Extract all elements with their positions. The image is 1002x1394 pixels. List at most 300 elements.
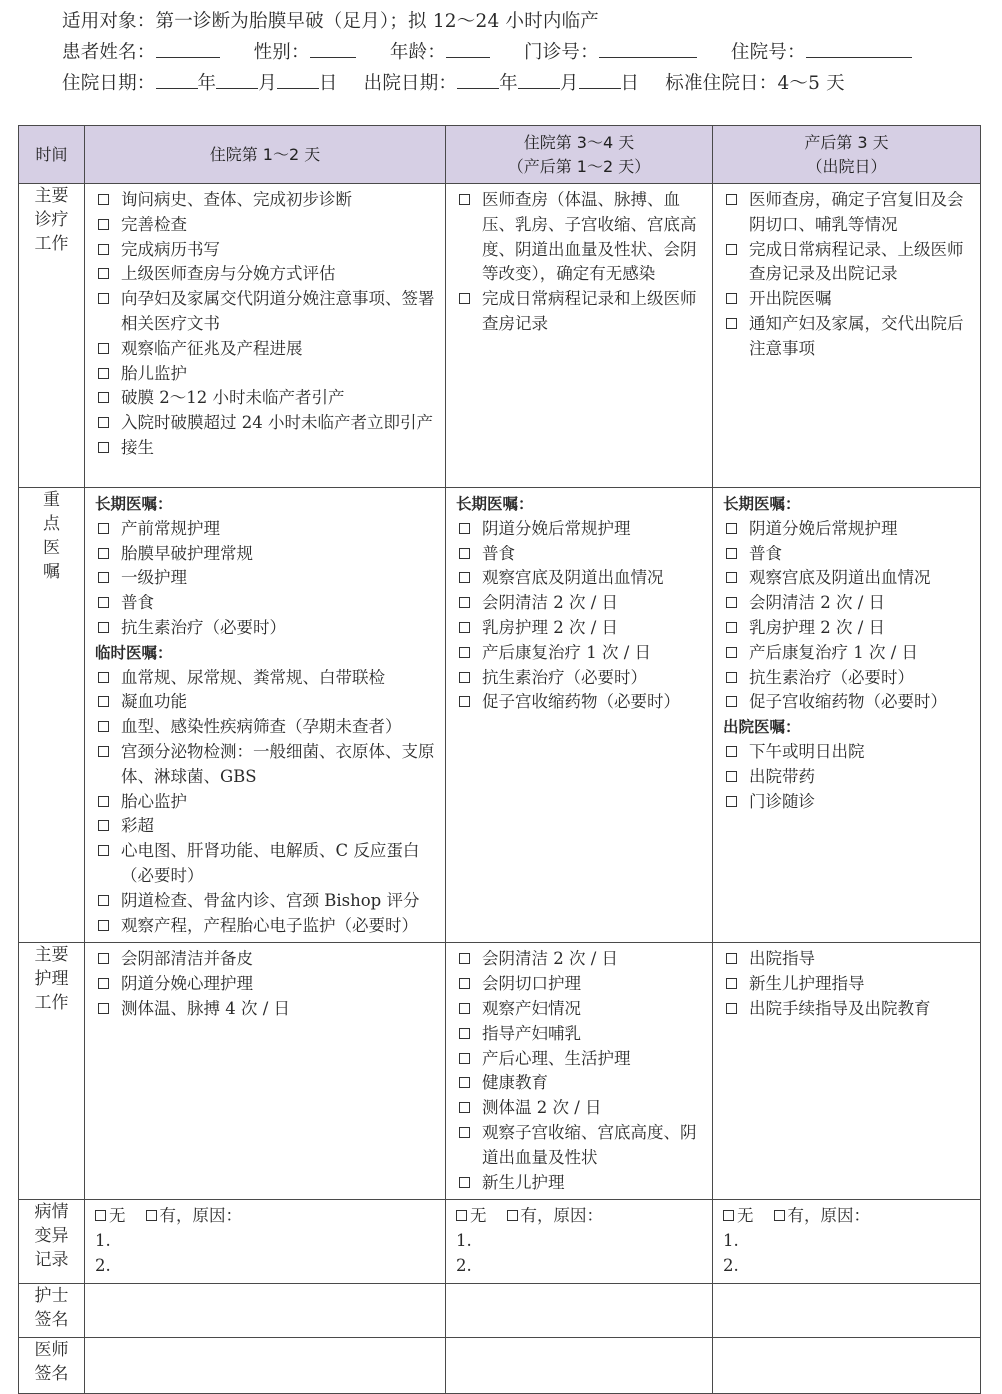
checkbox[interactable] — [459, 572, 470, 583]
checklist-item — [95, 591, 439, 616]
checklist-item — [456, 972, 706, 997]
checklist-item-text: 测体温、脉搏 4 次 / 日 — [121, 998, 291, 1018]
day-label: 日 — [318, 73, 338, 94]
long-term-orders-label: 长期医嘱： — [723, 495, 801, 513]
checkbox[interactable] — [723, 1210, 734, 1221]
variation-reason-1[interactable]: 1. — [95, 1231, 111, 1251]
row-label-line: 签名 — [34, 1363, 69, 1384]
checklist-item-text: 阴道分娩后常规护理 — [749, 518, 898, 538]
main-nursing-row — [19, 943, 981, 1200]
checklist-item-text: 凝血功能 — [121, 692, 187, 712]
checkbox[interactable] — [459, 1053, 470, 1064]
row-label-line: 重 — [43, 490, 60, 510]
checklist-item-text: 完成日常病程记录和上级医师查房记录 — [482, 289, 697, 333]
checklist-item-text: 指导产妇哺乳 — [482, 1023, 581, 1043]
checkbox[interactable] — [459, 597, 470, 608]
patient-info-line — [62, 37, 982, 68]
variation-none-option-text: 无 — [470, 1206, 487, 1226]
checklist-item — [95, 287, 439, 337]
checklist-item — [456, 1071, 706, 1096]
checkbox[interactable] — [98, 845, 109, 856]
variation-reason-2[interactable]: 2. — [723, 1255, 739, 1275]
checklist-item — [456, 616, 706, 641]
checklist-item-text: 入院时破膜超过 24 小时未临产者立即引产 — [121, 413, 433, 433]
checklist-item-text: 健康教育 — [482, 1073, 548, 1093]
checklist-item — [95, 947, 439, 972]
checkbox[interactable] — [459, 523, 470, 534]
checkbox[interactable] — [726, 672, 737, 683]
checklist-item-text: 胎儿监护 — [121, 363, 187, 383]
checklist-item-text: 接生 — [121, 437, 154, 457]
checklist-item — [95, 740, 439, 790]
checkbox[interactable] — [726, 978, 737, 989]
main-treatment-row — [19, 184, 981, 488]
year-label: 年 — [197, 73, 217, 94]
discharge-month-blank[interactable] — [518, 68, 560, 89]
checklist-item-text: 乳房护理 2 次 / 日 — [482, 617, 619, 637]
clinic-no-blank[interactable] — [599, 37, 697, 58]
row-label-line: 病情 — [34, 1202, 69, 1223]
checklist-item — [456, 641, 706, 666]
long-term-orders-list — [456, 517, 706, 715]
checkbox[interactable] — [98, 417, 109, 428]
checklist-item-text: 产后康复治疗 1 次 / 日 — [482, 642, 652, 662]
checklist-item — [723, 517, 974, 542]
checklist-item — [456, 1121, 706, 1171]
checkbox[interactable] — [459, 696, 470, 707]
checklist-item-text: 会阴清洁 2 次 / 日 — [482, 949, 619, 969]
checkbox[interactable] — [98, 953, 109, 964]
checklist-item — [95, 666, 439, 691]
row-label-line: 嘱 — [43, 562, 60, 582]
doctor-sign-row — [19, 1337, 981, 1393]
checklist-item — [723, 790, 974, 815]
checkbox[interactable] — [459, 1177, 470, 1188]
variation-day1-2 — [85, 1200, 446, 1283]
checklist-item — [95, 690, 439, 715]
checklist-item-text: 开出院医嘱 — [749, 289, 832, 309]
variation-options — [95, 1204, 439, 1229]
checklist-item-text: 促子宫收缩药物（必要时） — [482, 692, 680, 712]
checklist-item-text: 出院带药 — [749, 766, 815, 786]
checklist-item-text: 产后心理、生活护理 — [482, 1048, 631, 1068]
checklist-item — [456, 1171, 706, 1196]
checkbox[interactable] — [726, 622, 737, 633]
checkbox[interactable] — [726, 746, 737, 757]
row-label-line: 医师 — [34, 1339, 69, 1360]
patient-name-field[interactable]: 患者姓名： — [62, 37, 220, 68]
checklist-item — [95, 616, 439, 641]
checklist-item — [456, 188, 706, 287]
row-label-line: 护士 — [34, 1285, 69, 1306]
admit-year-blank[interactable] — [156, 68, 198, 89]
checklist-item-text: 会阴切口护理 — [482, 974, 581, 994]
checklist-item — [723, 997, 974, 1022]
checkbox[interactable] — [459, 953, 470, 964]
postpartum-day3-header: 产后第 3 天 （出院日） — [713, 126, 981, 184]
variation-none-option-text: 无 — [109, 1206, 126, 1226]
variation-reason-1[interactable]: 1. — [723, 1231, 739, 1251]
gender-blank[interactable] — [310, 37, 356, 58]
row-label-line: 护理 — [34, 969, 69, 990]
checklist-item — [723, 641, 974, 666]
checklist-item — [456, 666, 706, 691]
standard-stay: 标准住院日：4～5 天 — [665, 73, 845, 94]
variation-none-option[interactable] — [95, 1206, 126, 1225]
checklist-item-text: 血常规、尿常规、粪常规、白带联检 — [121, 667, 385, 687]
checkbox[interactable] — [726, 953, 737, 964]
main-nursing-label — [19, 943, 85, 1200]
checklist-item-text: 医师查房，确定子宫复旧及会阴切口、哺乳等情况 — [749, 190, 964, 234]
checklist-item — [95, 914, 439, 939]
checklist-item-text: 上级医师查房与分娩方式评估 — [121, 264, 336, 284]
main-treatment-day1-2 — [85, 184, 446, 488]
variation-reason-2[interactable]: 2. — [456, 1255, 472, 1275]
key-orders-day1-2 — [85, 488, 446, 943]
doctor-sign-day1-2[interactable] — [85, 1337, 446, 1393]
checklist-item-text: 胎心监护 — [121, 791, 187, 811]
applicable-subject: 适用对象：第一诊断为胎膜早破（足月）；拟 12～24 小时内临产 — [62, 11, 599, 32]
variation-options — [723, 1204, 974, 1229]
key-orders-row — [19, 488, 981, 943]
checkbox[interactable] — [726, 523, 737, 534]
nurse-sign-discharge-day[interactable] — [713, 1283, 981, 1337]
checklist-item-text: 会阴部清洁并备皮 — [121, 949, 253, 969]
variation-none-option-text: 无 — [737, 1206, 754, 1226]
main-treatment-day3-4 — [446, 184, 713, 488]
checkbox[interactable] — [726, 548, 737, 559]
checklist-item-text: 观察宫底及阴道出血情况 — [749, 568, 931, 588]
checklist-item-text: 产前常规护理 — [121, 518, 220, 538]
nurse-sign-label — [19, 1283, 85, 1337]
checkbox[interactable] — [98, 796, 109, 807]
checkbox[interactable] — [726, 771, 737, 782]
checkbox[interactable] — [726, 647, 737, 658]
checklist-item-text: 一级护理 — [121, 568, 187, 588]
month-label: 月 — [258, 73, 277, 94]
checkbox[interactable] — [98, 820, 109, 831]
checklist-item-text: 医师查房（体温、脉搏、血压、乳房、子宫收缩、宫底高度、阴道出血量及性状、会阴等改变），确定有无感染 — [482, 190, 697, 284]
checklist-item-text: 宫颈分泌物检测：一般细菌、衣原体、支原体、淋球菌、GBS — [121, 741, 435, 786]
checklist-item — [723, 666, 974, 691]
admit-month-blank[interactable] — [216, 68, 258, 89]
variation-yes-option-text: 有，原因： — [159, 1206, 242, 1226]
clinical-pathway-table — [18, 125, 981, 1394]
checklist-item-text: 下午或明日出院 — [749, 741, 865, 761]
temporary-orders-list — [95, 666, 439, 939]
variation-yes-option[interactable] — [774, 1206, 871, 1225]
checklist-item — [95, 262, 439, 287]
checkbox[interactable] — [459, 1028, 470, 1039]
checklist-item — [723, 740, 974, 765]
gender-field[interactable]: 性别： — [254, 37, 356, 68]
checklist-item — [95, 997, 439, 1022]
checkbox[interactable] — [459, 647, 470, 658]
checklist-item-text: 出院指导 — [749, 949, 815, 969]
checklist-item-text: 彩超 — [121, 816, 154, 836]
row-label-line: 主要 — [34, 945, 69, 966]
checklist-item — [95, 517, 439, 542]
checkbox[interactable] — [98, 1003, 109, 1014]
checklist-item-text: 出院手续指导及出院教育 — [749, 998, 931, 1018]
checklist-item — [95, 436, 439, 461]
variation-options — [456, 1204, 706, 1229]
checklist-item — [95, 839, 439, 889]
checklist-item — [456, 1022, 706, 1047]
checkbox[interactable] — [459, 672, 470, 683]
variation-none-option[interactable] — [456, 1206, 487, 1225]
main-nursing-discharge-day — [713, 943, 981, 1200]
checklist-item — [95, 889, 439, 914]
checklist-item — [723, 238, 974, 288]
checklist-item — [723, 947, 974, 972]
discharge-orders-list — [723, 740, 974, 814]
checkbox[interactable] — [507, 1210, 518, 1221]
long-term-orders-list — [723, 517, 974, 715]
checklist-item — [95, 238, 439, 263]
form-header — [62, 6, 982, 99]
checklist-item — [723, 566, 974, 591]
checklist-item-text: 阴道分娩心理护理 — [121, 974, 253, 994]
checkbox[interactable] — [98, 523, 109, 534]
variation-label — [19, 1200, 85, 1283]
checklist-item — [456, 1047, 706, 1072]
nurse-sign-day1-2[interactable] — [85, 1283, 446, 1337]
row-label-line: 工作 — [34, 234, 69, 254]
checkbox[interactable] — [726, 244, 737, 255]
checklist-item-text: 抗生素治疗（必要时） — [482, 667, 647, 687]
long-term-orders-label: 长期医嘱： — [456, 495, 534, 513]
checklist-item-text: 乳房护理 2 次 / 日 — [749, 617, 886, 637]
checkbox[interactable] — [726, 318, 737, 329]
checklist-item — [723, 616, 974, 641]
checklist-item-text: 新生儿护理 — [482, 1172, 565, 1192]
checklist-item — [723, 591, 974, 616]
checklist-item — [456, 1096, 706, 1121]
checklist-item-text: 阴道分娩后常规护理 — [482, 518, 631, 538]
checklist-item — [95, 566, 439, 591]
main-treatment-discharge-day — [713, 184, 981, 488]
checklist-item — [723, 765, 974, 790]
checkbox[interactable] — [98, 368, 109, 379]
checkbox[interactable] — [459, 1003, 470, 1014]
checkbox[interactable] — [98, 672, 109, 683]
row-label-line: 变异 — [34, 1226, 69, 1247]
checkbox[interactable] — [98, 293, 109, 304]
discharge-date-label: 出院日期： — [363, 73, 458, 94]
checklist-item — [95, 362, 439, 387]
checklist-item — [95, 814, 439, 839]
checklist-item-text: 血型、感染性疾病筛查（孕期未查者） — [121, 717, 402, 737]
day-label: 日 — [620, 73, 640, 94]
checkbox[interactable] — [98, 268, 109, 279]
checkbox[interactable] — [726, 696, 737, 707]
checklist-item — [723, 287, 974, 312]
checkbox[interactable] — [98, 392, 109, 403]
main-nursing-day3-4 — [446, 943, 713, 1200]
checklist-item — [95, 542, 439, 567]
checklist-item-text: 会阴清洁 2 次 / 日 — [482, 593, 619, 613]
checklist-item — [723, 312, 974, 362]
checklist-item-text: 普食 — [749, 543, 782, 563]
checkbox[interactable] — [459, 1077, 470, 1088]
checkbox[interactable] — [98, 572, 109, 583]
checklist-item-text: 观察宫底及阴道出血情况 — [482, 568, 664, 588]
admit-date-label: 住院日期： — [62, 73, 156, 94]
checkbox[interactable] — [98, 978, 109, 989]
checklist-item — [723, 690, 974, 715]
key-orders-discharge-day — [713, 488, 981, 943]
checkbox[interactable] — [146, 1210, 157, 1221]
checkbox[interactable] — [459, 293, 470, 304]
variation-day3-4 — [446, 1200, 713, 1283]
clinic-no-field[interactable]: 门诊号： — [524, 37, 697, 68]
row-label-line: 点 — [43, 514, 60, 534]
time-header: 时间 — [19, 126, 85, 184]
checklist-item — [456, 517, 706, 542]
checkbox[interactable] — [726, 597, 737, 608]
checkbox[interactable] — [98, 746, 109, 757]
key-orders-label — [19, 488, 85, 943]
checklist-item — [456, 690, 706, 715]
checkbox[interactable] — [726, 1003, 737, 1014]
checklist-item-text: 心电图、肝肾功能、电解质、C 反应蛋白（必要时） — [121, 841, 420, 885]
checkbox[interactable] — [456, 1210, 467, 1221]
checklist-item-text: 胎膜早破护理常规 — [121, 543, 253, 563]
key-orders-day3-4 — [446, 488, 713, 943]
checklist-item — [95, 972, 439, 997]
row-label-line: 诊疗 — [34, 210, 69, 230]
checklist-item — [456, 542, 706, 567]
checklist-item-text: 抗生素治疗（必要时） — [121, 617, 286, 637]
variation-yes-option[interactable] — [507, 1206, 604, 1225]
inpatient-no-blank[interactable] — [806, 37, 912, 58]
checkbox[interactable] — [98, 194, 109, 205]
checkbox[interactable] — [98, 548, 109, 559]
checklist-item — [95, 386, 439, 411]
checklist-item — [95, 790, 439, 815]
checklist-item-text: 向孕妇及家属交代阴道分娩注意事项、签署相关医疗文书 — [121, 289, 435, 333]
long-term-orders-label: 长期医嘱： — [95, 495, 173, 513]
checklist-item-text: 询问病史、查体、完成初步诊断 — [121, 190, 352, 209]
checklist-item-text: 普食 — [121, 593, 154, 613]
checkbox[interactable] — [459, 978, 470, 989]
checklist-item — [95, 411, 439, 436]
checklist-item-text: 门诊随诊 — [749, 791, 815, 811]
checkbox[interactable] — [459, 194, 470, 205]
discharge-orders-label: 出院医嘱： — [723, 718, 801, 737]
checkbox[interactable] — [459, 1102, 470, 1113]
checkbox[interactable] — [98, 895, 109, 906]
doctor-sign-day3-4[interactable] — [446, 1337, 713, 1393]
checklist-item — [723, 542, 974, 567]
checklist-item-text: 会阴清洁 2 次 / 日 — [749, 593, 886, 613]
checklist-item-text: 测体温 2 次 / 日 — [482, 1098, 602, 1118]
checkbox[interactable] — [459, 1127, 470, 1138]
checklist-item-text: 观察子宫收缩、宫底高度、阴道出血量及性状 — [482, 1122, 697, 1167]
variation-yes-option-text: 有，原因： — [520, 1206, 603, 1226]
checkbox[interactable] — [98, 244, 109, 255]
checklist-item-text: 普食 — [482, 543, 515, 563]
checkbox[interactable] — [98, 597, 109, 608]
nurse-sign-day3-4[interactable] — [446, 1283, 713, 1337]
temporary-orders-label: 临时医嘱： — [95, 643, 173, 662]
checkbox[interactable] — [726, 293, 737, 304]
checklist-item-text: 完成日常病程记录、上级医师查房记录及出院记录 — [749, 239, 964, 284]
variation-reason-1[interactable]: 1. — [456, 1231, 472, 1251]
checklist-item — [456, 997, 706, 1022]
checklist-item-text: 观察临产征兆及产程进展 — [121, 338, 303, 358]
checklist-item-text: 破膜 2～12 小时未临产者引产 — [121, 388, 345, 408]
checklist-item-text: 阴道检查、骨盆内诊、宫颈 Bishop 评分 — [121, 890, 420, 910]
age-field[interactable]: 年龄： — [390, 37, 490, 68]
checkbox[interactable] — [98, 343, 109, 354]
checkbox[interactable] — [95, 1210, 106, 1221]
row-label-line: 医 — [43, 538, 60, 558]
checkbox[interactable] — [98, 721, 109, 732]
inpatient-no-field[interactable]: 住院号： — [731, 37, 912, 68]
doctor-sign-discharge-day[interactable] — [713, 1337, 981, 1393]
variation-row — [19, 1200, 981, 1283]
patient-name-blank[interactable] — [156, 37, 220, 58]
day3-4-header: 住院第 3～4 天 （产后第 1～2 天） — [446, 126, 713, 184]
checkbox[interactable] — [774, 1210, 785, 1221]
checkbox[interactable] — [459, 548, 470, 559]
month-label: 月 — [559, 73, 579, 94]
checkbox[interactable] — [726, 796, 737, 807]
checkbox[interactable] — [726, 194, 737, 205]
checklist-item-text: 抗生素治疗（必要时） — [749, 667, 914, 687]
row-label-line: 工作 — [34, 993, 69, 1014]
doctor-sign-label — [19, 1337, 85, 1393]
variation-none-option[interactable] — [723, 1206, 754, 1225]
row-label-line: 记录 — [34, 1250, 69, 1271]
variation-discharge-day — [713, 1200, 981, 1283]
checklist-item — [723, 188, 974, 238]
variation-yes-option[interactable] — [146, 1206, 243, 1225]
checkbox[interactable] — [98, 219, 109, 230]
dates-line — [62, 68, 982, 99]
checklist-item-text: 促子宫收缩药物（必要时） — [749, 692, 947, 712]
main-treatment-label — [19, 184, 85, 488]
age-blank[interactable] — [446, 37, 490, 58]
checkbox[interactable] — [98, 920, 109, 931]
checklist-item — [456, 287, 706, 337]
checklist-item-text: 完成病历书写 — [121, 239, 220, 259]
checklist-item — [95, 715, 439, 740]
year-label: 年 — [499, 73, 518, 94]
admit-day-blank[interactable] — [277, 68, 319, 89]
checklist-item-text: 新生儿护理指导 — [749, 974, 865, 994]
checkbox[interactable] — [98, 622, 109, 633]
variation-yes-option-text: 有，原因： — [787, 1206, 870, 1226]
header-row — [19, 126, 981, 184]
checklist-item-text: 观察产妇情况 — [482, 998, 581, 1018]
row-label-line: 签名 — [34, 1309, 69, 1330]
discharge-day-blank[interactable] — [579, 68, 621, 89]
day1-2-header: 住院第 1～2 天 — [85, 126, 446, 184]
discharge-year-blank[interactable] — [457, 68, 499, 89]
checklist-item — [456, 947, 706, 972]
checkbox[interactable] — [98, 442, 109, 453]
checkbox[interactable] — [459, 622, 470, 633]
variation-reason-2[interactable]: 2. — [95, 1255, 111, 1275]
nurse-sign-row — [19, 1283, 981, 1337]
checklist-item-text: 通知产妇及家属，交代出院后注意事项 — [749, 313, 964, 358]
checkbox[interactable] — [726, 572, 737, 583]
checklist-item-text: 产后康复治疗 1 次 / 日 — [749, 642, 919, 662]
checkbox[interactable] — [98, 696, 109, 707]
